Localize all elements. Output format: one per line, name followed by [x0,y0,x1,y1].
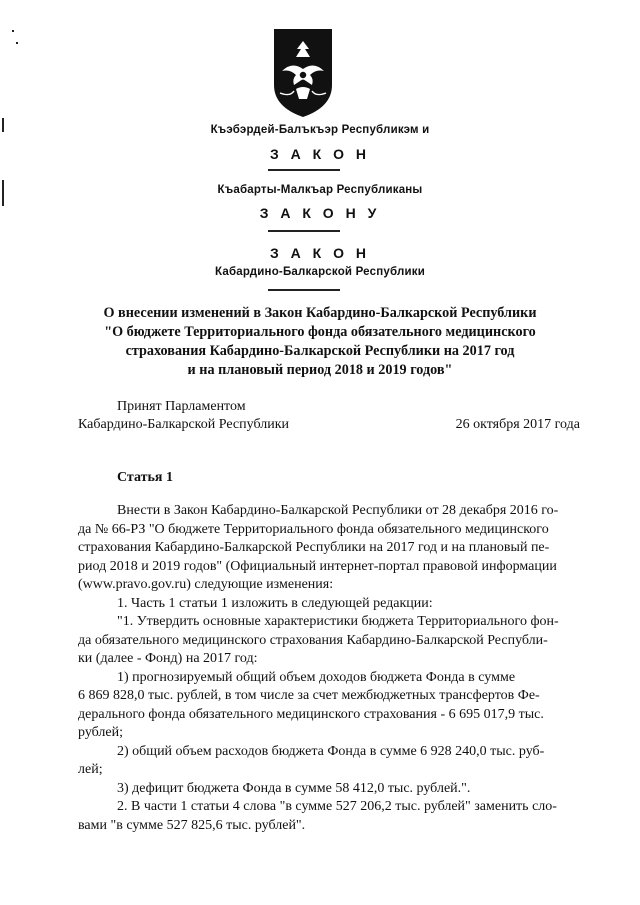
adopted-line-1: Принят Парламентом [117,399,246,414]
title-line: и на плановый период 2018 и 2019 годов" [187,362,453,378]
body-line: 1) прогнозируемый общий объем доходов бюджета Фонда в сумме [117,669,516,685]
article-heading: Статья 1 [117,470,173,485]
header-balkarian-law: З А К О Н У [259,205,381,221]
body-line: 6 869 828,0 тыс. рублей, в том числе за счет межбюджетных трансфертов Фе- [78,688,540,703]
divider [268,289,340,291]
header-kabardian-republic: Къэбэрдей-Балъкъэр Республикэм и [210,124,430,136]
body-line: 3) дефицит бюджета Фонда в сумме 58 412,0 тыс. рублей.". [117,780,471,796]
body-line: лей; [78,762,103,777]
body-line: (www.pravo.gov.ru) следующие изменения: [78,577,334,592]
body-line: Внести в Закон Кабардино-Балкарской Республики от 28 декабря 2016 го- [117,503,559,518]
coat-of-arms-icon [272,27,334,119]
header-russian-republic: Кабардино-Балкарской Республики [215,266,425,278]
title-line: "О бюджете Территориального фонда обязательного медицинского [104,324,536,340]
adopted-line-2: Кабардино-Балкарской Республики [78,417,289,432]
divider [268,230,340,232]
law-title [0,304,640,380]
header-kabardian-law: З А К О Н [270,146,370,162]
body-line: ки (далее - Фонд) на 2017 год: [78,651,258,666]
body-line: "1. Утвердить основные характеристики бюджета Территориального фон- [117,614,559,629]
header-russian-law: З А К О Н [270,245,370,261]
title-line: О внесении изменений в Закон Кабардино-Балкарской Республики [103,305,537,321]
article-body [78,502,598,835]
body-line: 2) общий объем расходов бюджета Фонда в сумме 6 928 240,0 тыс. руб- [117,743,545,759]
body-line: вами "в сумме 527 825,6 тыс. рублей". [78,817,306,833]
body-line: риод 2018 и 2019 годов" (Официальный интернет-портал правовой информации [78,558,557,574]
body-line: да обязательного медицинского страхования Кабардино-Балкарской Республи- [78,632,548,648]
divider [268,169,340,171]
body-line: 2. В части 1 статьи 4 слова "в сумме 527 206,2 тыс. рублей" заменить сло- [117,799,557,814]
scan-mark [16,42,18,44]
adoption-date: 26 октября 2017 года [455,417,580,432]
body-line: да № 66-РЗ "О бюджете Территориального фонда обязательного медицинского [78,521,549,537]
body-line: 1. Часть 1 статьи 1 изложить в следующей редакции: [117,595,433,611]
body-line: рублей; [78,725,123,740]
scan-mark [12,30,14,32]
body-line: страхования Кабардино-Балкарской Республики на 2017 год и на плановый пе- [78,540,550,555]
body-line: дерального фонда обязательного медицинского страхования - 6 695 017,9 тыс. [78,706,544,722]
header-balkarian-republic: Къабарты-Малкъар Республиканы [217,184,423,196]
title-line: страхования Кабардино-Балкарской Республики на 2017 год [125,343,515,359]
